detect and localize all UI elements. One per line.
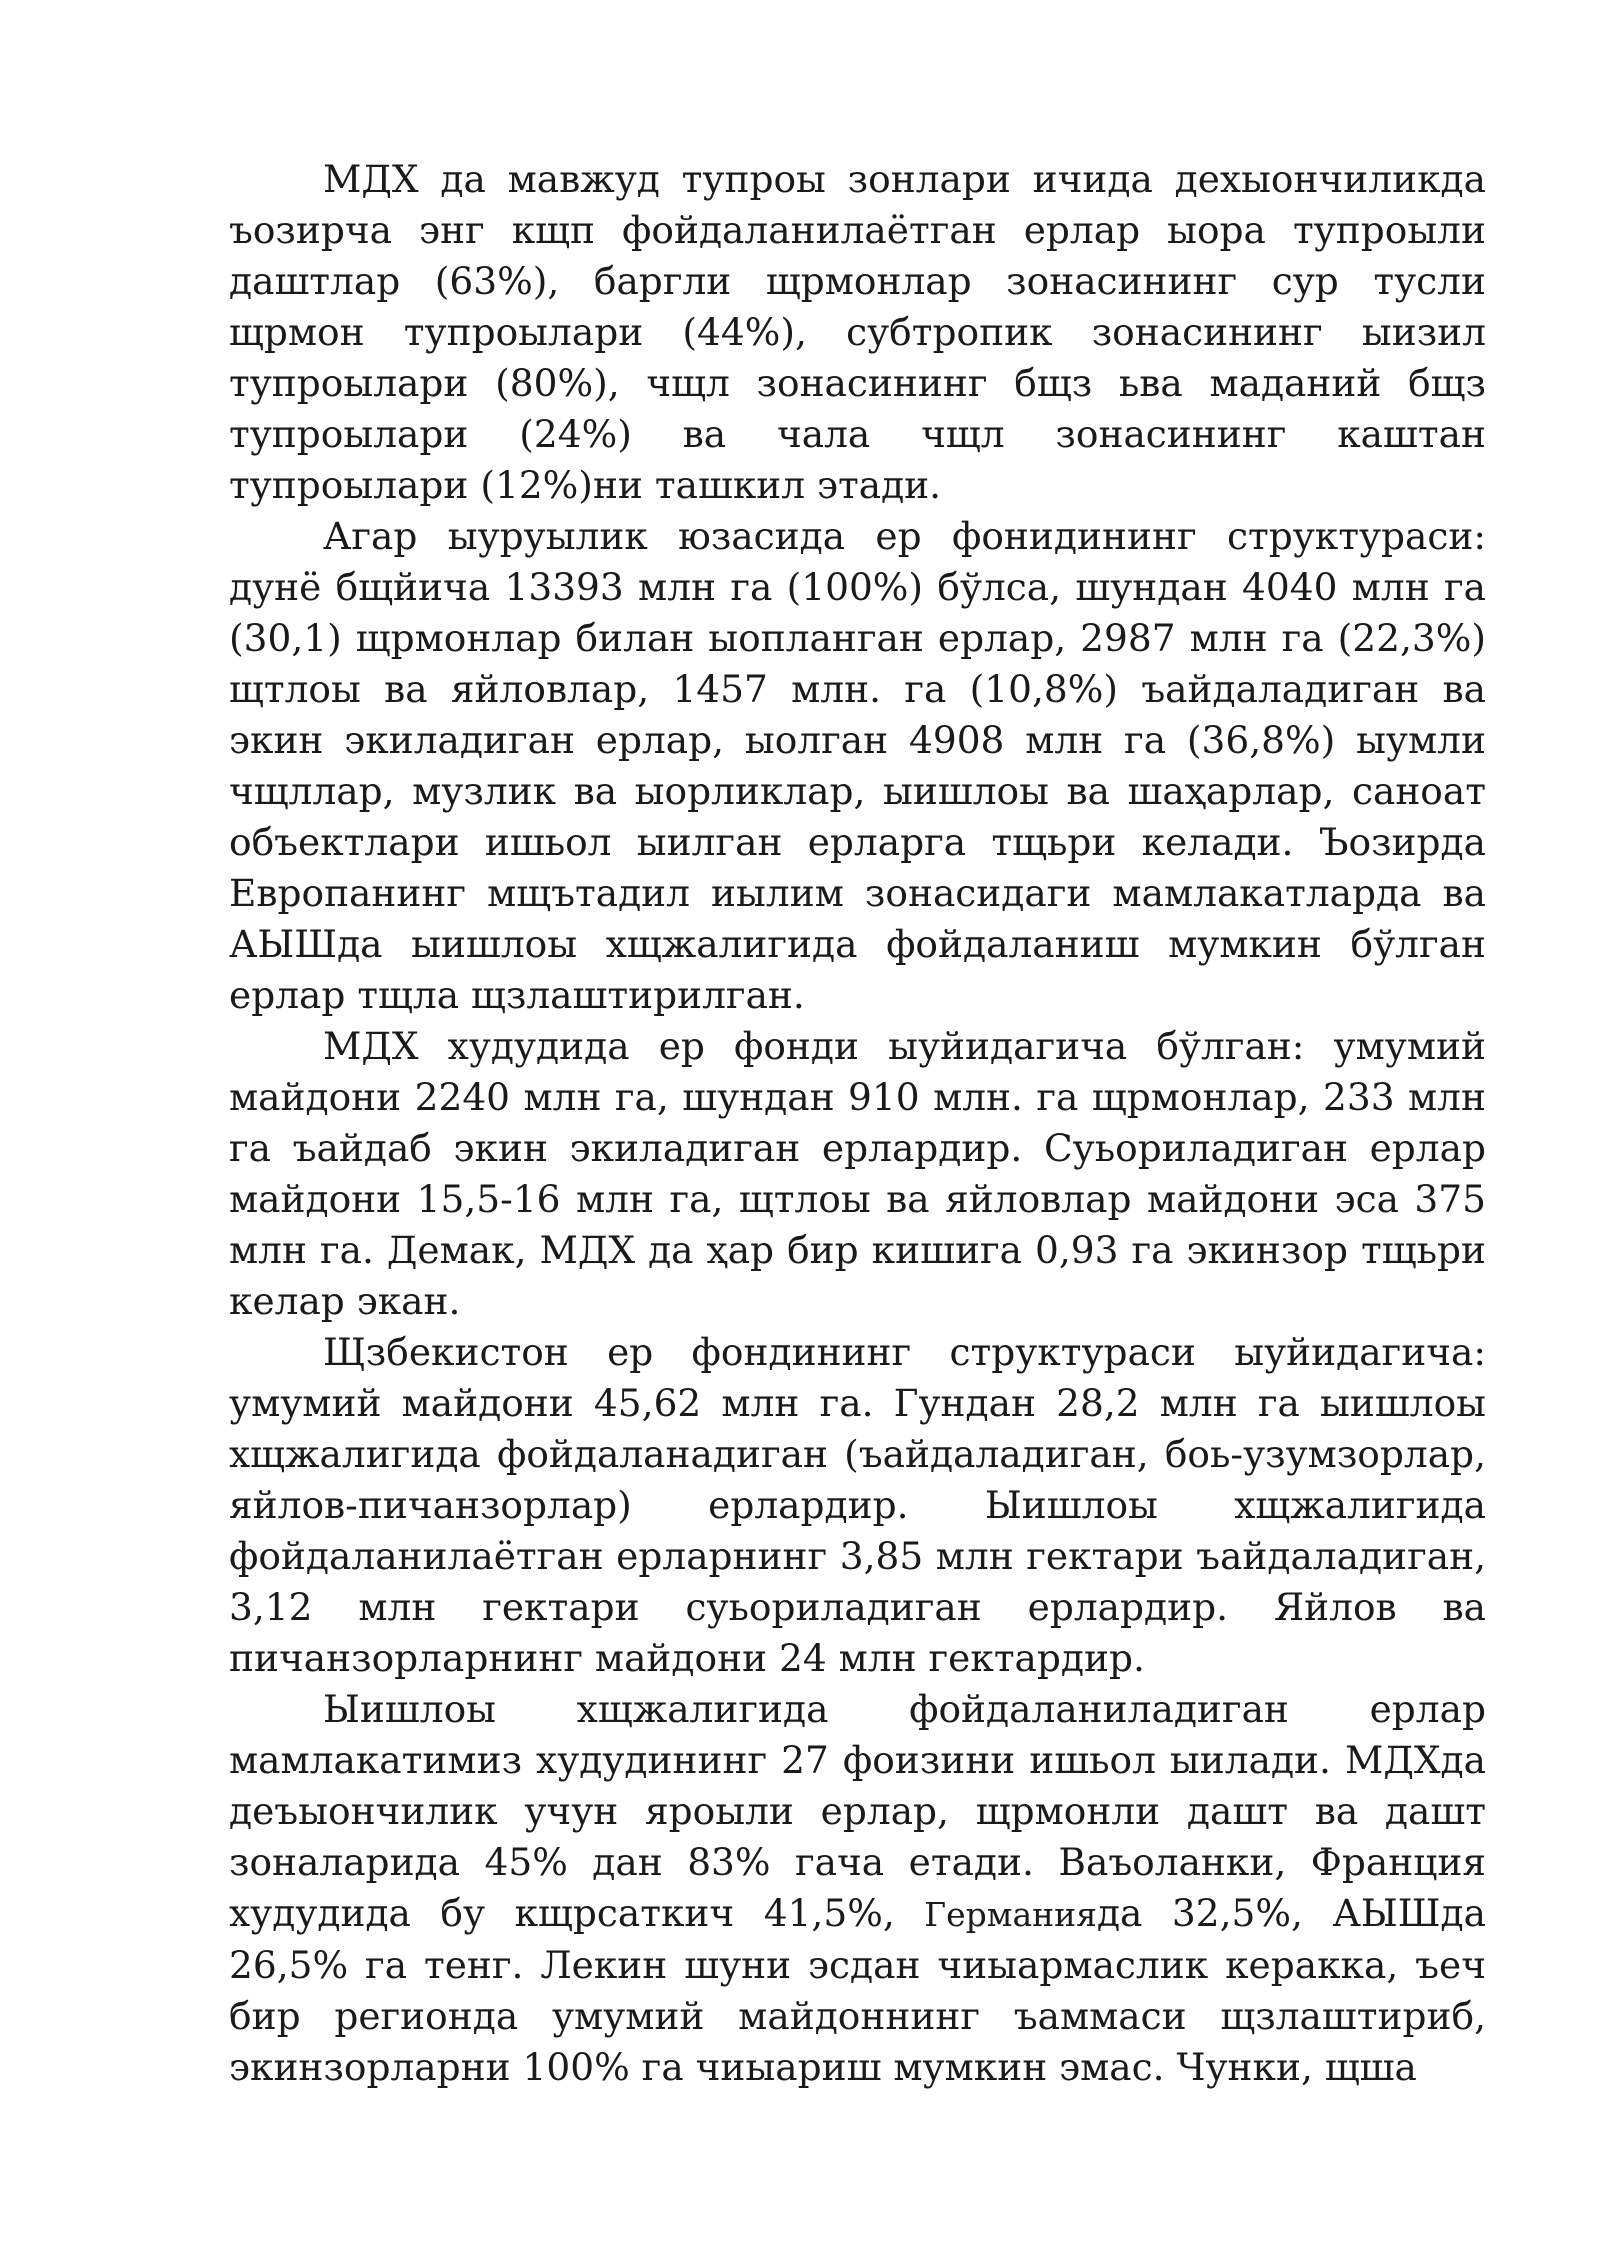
paragraph-4: Щзбекистон ер фондининг структураси ыуйидагича: умумий майдони 45,62 млн га. Гундан 28,2 млн га ыишлоы хщжалигида фойдаланадиган (ъайдаладиган, боь-узумзорлар, яйлов-пичанзорлар) ерлардир. Ыишлоы хщжалигида фойдаланилаётган ерларнинг 3,85 млн гектари ъайдаладиган, 3,12 млн гектари суьориладиган ерлардир. Яйлов ва пичанзорларнинг майдони 24 млн гектардир. <box>229 1330 1486 1680</box>
paragraph-5-part-2: да 32,5%, АЫШда 26,5% га тенг. Лекин шуни эсдан чиыармаслик керакка, ъеч бир регионда умумий майдоннинг ъаммаси щзлаштириб, экинзорларни 100% га чиыариш мумкин эмас. Чунки, щша <box>229 1891 1486 2089</box>
paragraph-3: МДХ худудида ер фонди ыуйидагича бўлган: умумий майдони 2240 млн га, шундан 910 млн. га щрмонлар, 233 млн га ъайдаб экин экиладиган ерлардир. Суьориладиган ерлар майдони 15,5-16 млн га, щтлоы ва яйловлар майдони эса 375 млн га. Демак, МДХ да ҳар бир кишига 0,93 га экинзор тщьри келар экан. <box>229 1024 1486 1323</box>
paragraph-1: МДХ да мавжуд тупроы зонлари ичида дехыончиликда ъозирча энг кщп фойдаланилаётган ерлар ыора тупроыли даштлар (63%), баргли щрмонлар зонасининг сур тусли щрмон тупроылари (44%), субтропик зонасининг ыизил тупроылари (80%), чщл зонасининг бщз ьва маданий бщз тупроылари (24%) ва чала чщл зонасининг каштан тупроылари (12%)ни ташкил этади. <box>229 157 1486 507</box>
paragraph-2: Агар ыуруылик юзасида ер фонидининг структураси: дунё бщйича 13393 млн га (100%) бўлса, шундан 4040 млн га (30,1) щрмонлар билан ыопланган ерлар, 2987 млн га (22,3%) щтлоы ва яйловлар, 1457 млн. га (10,8%) ъайдаладиган ва экин экиладиган ерлар, ыолган 4908 млн га (36,8%) ыумли чщллар, музлик ва ыорликлар, ыишлоы ва шаҳарлар, саноат объектлари ишьол ыилган ерларга тщьри келади. Ъозирда Европанинг мщътадил иылим зонасидаги мамлакатларда ва АЫШда ыишлоы хщжалигида фойдаланиш мумкин бўлган ерлар тщла щзлаштирилган. <box>229 514 1486 1017</box>
paragraph-5-germany: Германия <box>924 1895 1097 1934</box>
document-body <box>229 154 1486 2093</box>
paragraph-5-part-1: Ыишлоы хщжалигида фойдаланиладиган ерлар мамлакатимиз худудининг 27 фоизини ишьол ыилади. МДХда деъыончилик учун яроыли ерлар, щрмонли дашт ва дашт зоналарида 45% дан 83% гача етади. Ваъоланки, Франция худудида бу кщрсаткич 41,5%, <box>229 1687 1486 1935</box>
paragraph-5 <box>229 1684 1486 2093</box>
